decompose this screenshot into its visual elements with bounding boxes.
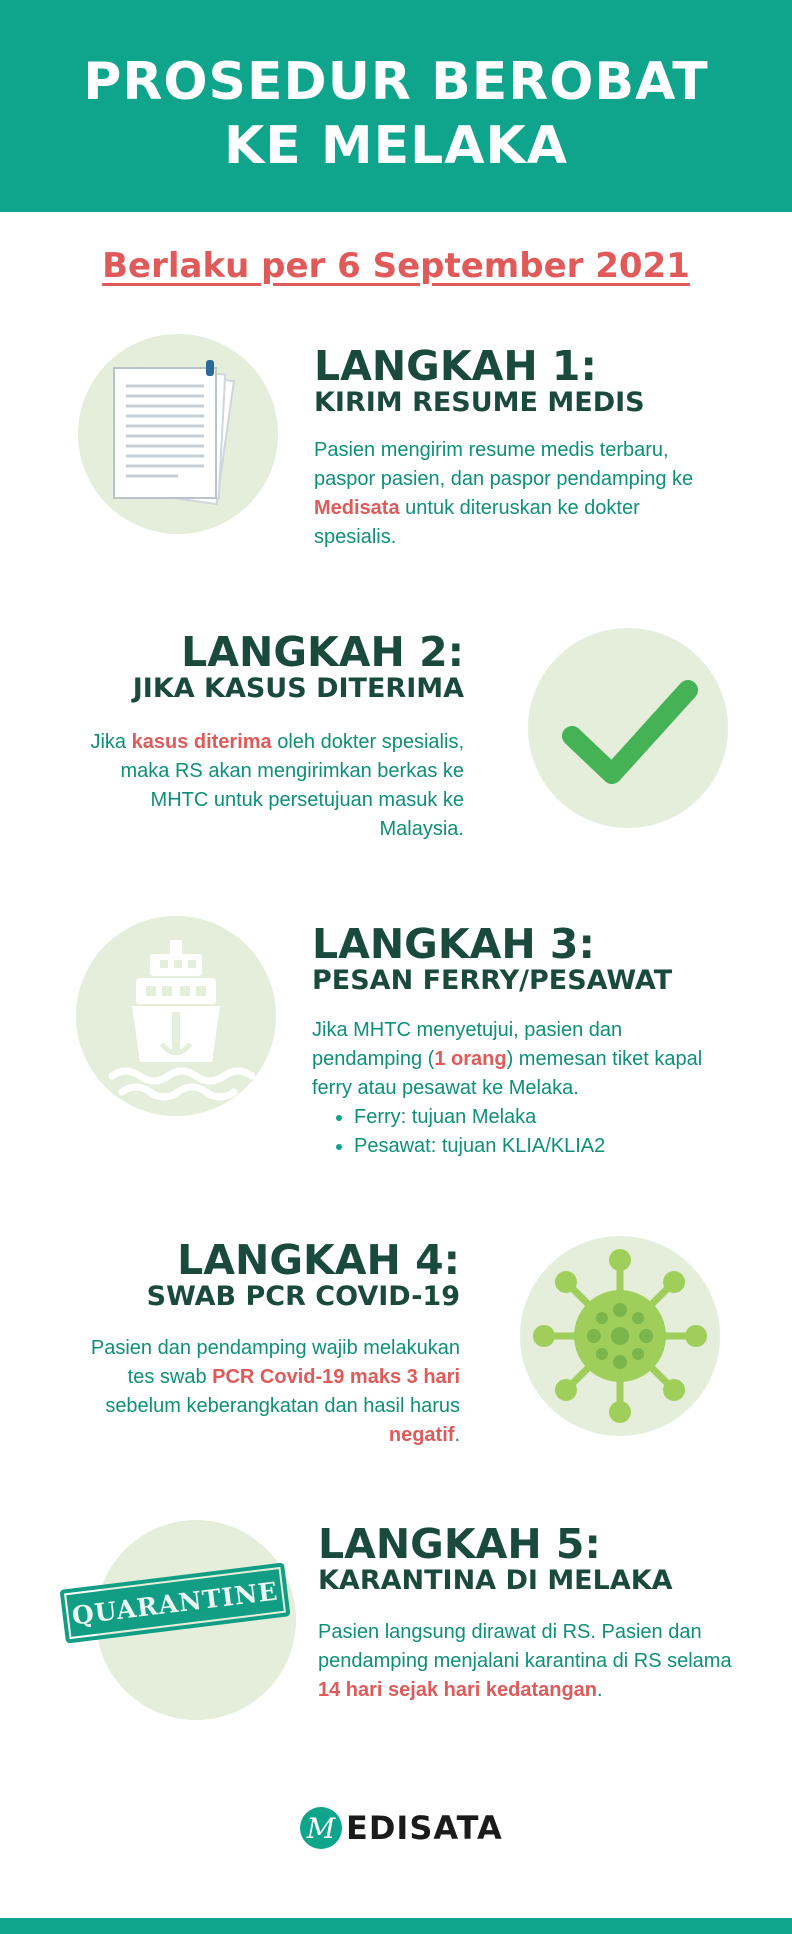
step-2-body — [84, 728, 464, 844]
virus-icon — [520, 1236, 720, 1436]
step-1-title: LANGKAH 1: — [314, 342, 597, 390]
list-item: • Ferry: tujuan Melaka — [354, 1103, 728, 1132]
step-5-title: LANGKAH 5: — [318, 1520, 601, 1568]
step-5-body-text: Pasien langsung dirawat di RS. Pasien dan pendamping menjalani karantina di RS selama — [318, 1621, 732, 1672]
step-2-subtitle: JIKA KASUS DITERIMA — [132, 673, 464, 704]
step-4-highlight-negatif: negatif — [388, 1424, 455, 1446]
step-5-subtitle: KARANTINA DI MELAKA — [318, 1565, 673, 1596]
step-1-body-text: Pasien mengirim resume medis terbaru, paspor pasien, dan paspor pendamping ke — [314, 439, 694, 490]
step-3-subtitle: PESAN FERRY/PESAWAT — [312, 965, 673, 996]
step-3-highlight-orang: 1 orang — [434, 1048, 507, 1070]
step-1-body-text: untuk diteruskan ke dokter spesialis. — [314, 497, 640, 548]
step-5-body-text: . — [597, 1679, 603, 1701]
step-1-highlight-medisata: Medisata — [314, 497, 400, 519]
step-4-highlight-pcr: PCR Covid-19 maks 3 hari — [212, 1366, 460, 1388]
quarantine-stamp-label: QUARANTINE — [66, 1569, 284, 1637]
ship-icon — [76, 916, 276, 1116]
step-3-body-text: Jika MHTC menyetujui, pasien dan pendamping ( — [312, 1019, 623, 1070]
step-1-subtitle: KIRIM RESUME MEDIS — [314, 387, 645, 418]
step-3-title: LANGKAH 3: — [312, 920, 595, 968]
step-3-body — [312, 1016, 728, 1161]
step-4-subtitle: SWAB PCR COVID-19 — [146, 1281, 460, 1312]
step-5-highlight-14-hari: 14 hari sejak hari kedatangan — [318, 1679, 598, 1701]
page-title-line-1: PROSEDUR BEROBAT — [83, 52, 709, 112]
step-2-highlight-kasus: kasus diterima — [131, 731, 272, 753]
checkmark-icon — [528, 628, 728, 828]
list-item: • Pesawat: tujuan KLIA/KLIA2 — [354, 1132, 728, 1161]
page-title-line-2: KE MELAKA — [223, 116, 569, 176]
step-4-body-text: Pasien dan pendamping wajib melakukan tes swab — [90, 1337, 460, 1388]
page-title — [0, 50, 792, 178]
step-2-body-text: oleh dokter spesialis, maka RS akan mengirimkan berkas ke MHTC untuk persetujuan masuk ke Malaysia. — [120, 731, 464, 840]
step-4-body — [60, 1334, 460, 1450]
step-4-title: LANGKAH 4: — [177, 1236, 460, 1284]
step-1-body — [314, 436, 714, 552]
logo-mark: M — [300, 1807, 342, 1849]
footer-bar — [0, 1918, 792, 1934]
step-2-body-text: Jika — [90, 731, 132, 753]
effective-date: Berlaku per 6 September 2021 — [102, 246, 690, 286]
step-2-title: LANGKAH 2: — [181, 628, 464, 676]
step-4-body-text: sebelum keberangkatan dan hasil harus — [105, 1395, 460, 1417]
step-4-body-text: . — [454, 1424, 460, 1446]
document-icon — [78, 334, 278, 534]
logo-wordmark: EDISATA — [346, 1809, 503, 1847]
step-3-bullet-list — [332, 1103, 728, 1161]
step-3-body-text: ) memesan tiket kapal ferry atau pesawat ke Melaka. — [312, 1048, 703, 1099]
medisata-logo — [300, 1800, 503, 1856]
step-5-body — [318, 1618, 758, 1705]
header-banner — [0, 0, 792, 212]
